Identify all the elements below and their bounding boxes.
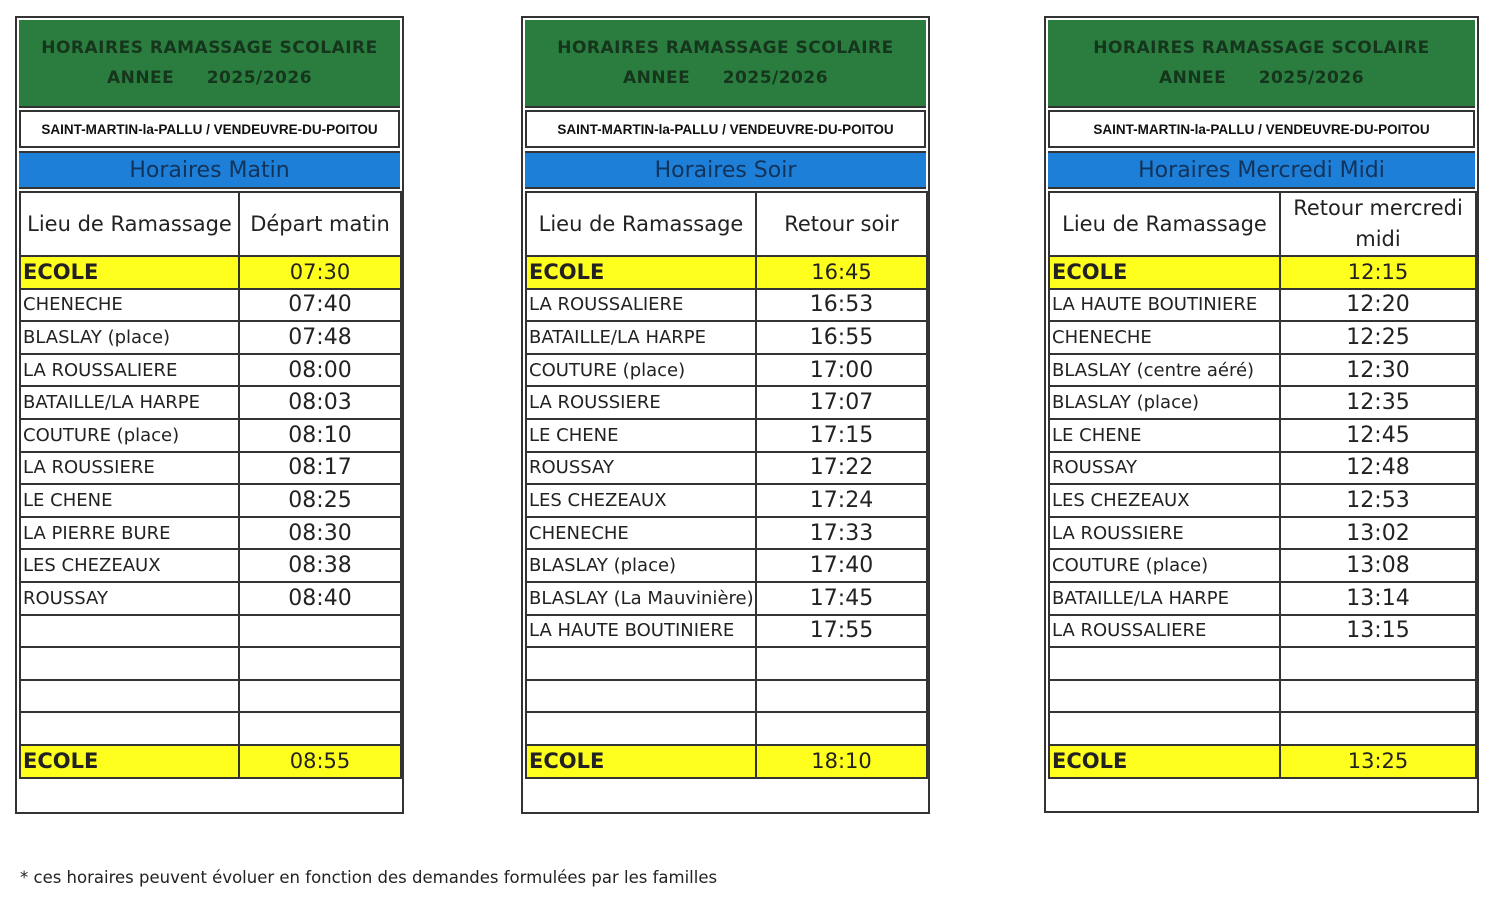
stop-time: 08:00	[239, 354, 401, 387]
header-year-line	[1159, 63, 1364, 93]
table-row	[20, 712, 401, 745]
table-row	[526, 745, 927, 778]
stop-name: LE CHENE	[20, 484, 239, 517]
stop-name: ECOLE	[1049, 256, 1280, 289]
column-header-place: Lieu de Ramassage	[20, 192, 239, 256]
stop-time: 17:00	[756, 354, 927, 387]
stop-name: BLASLAY (place)	[526, 549, 756, 582]
stop-name: COUTURE (place)	[1049, 549, 1280, 582]
table-row	[20, 680, 401, 713]
stop-name: COUTURE (place)	[20, 419, 239, 452]
stop-time: 13:15	[1280, 615, 1476, 648]
stop-time: 17:55	[756, 615, 927, 648]
table-row	[20, 354, 401, 387]
schedule-table	[19, 191, 402, 779]
section-title: Horaires Mercredi Midi	[1048, 151, 1475, 189]
stop-name: ECOLE	[20, 256, 239, 289]
schedule-header	[525, 20, 926, 108]
stop-name	[1049, 712, 1280, 745]
stop-name: LA ROUSSIERE	[526, 386, 756, 419]
schedule-panel-mercredi	[1044, 16, 1479, 813]
table-row	[526, 712, 927, 745]
table-row	[526, 484, 927, 517]
table-row	[20, 484, 401, 517]
column-header-time: Retour mercredi midi	[1280, 192, 1476, 256]
table-row	[526, 517, 927, 550]
table-row	[1049, 582, 1476, 615]
stop-time: 12:15	[1280, 256, 1476, 289]
table-row	[1049, 484, 1476, 517]
stop-name: ROUSSAY	[526, 452, 756, 485]
footnote: * ces horaires peuvent évoluer en fonction des demandes formulées par les familles	[20, 868, 718, 887]
table-row	[20, 549, 401, 582]
stop-name: LA ROUSSALIERE	[1049, 615, 1280, 648]
stop-name: ROUSSAY	[1049, 452, 1280, 485]
annee-label: ANNEE	[622, 68, 691, 88]
column-header-place: Lieu de Ramassage	[1049, 192, 1280, 256]
stop-name	[20, 615, 239, 648]
stop-time: 08:55	[239, 745, 401, 778]
table-row	[526, 452, 927, 485]
table-row	[1049, 647, 1476, 680]
stop-time: 12:20	[1280, 289, 1476, 322]
stop-time: 13:14	[1280, 582, 1476, 615]
stop-time: 17:22	[756, 452, 927, 485]
table-row	[1049, 517, 1476, 550]
stop-time	[756, 647, 927, 680]
schedule-panel-soir	[521, 16, 930, 814]
annee-label: ANNEE	[1158, 68, 1227, 88]
table-row	[526, 354, 927, 387]
stop-time	[239, 647, 401, 680]
stop-name: BATAILLE/LA HARPE	[1049, 582, 1280, 615]
table-row	[1049, 452, 1476, 485]
stop-name: BLASLAY (centre aéré)	[1049, 354, 1280, 387]
table-row	[526, 386, 927, 419]
table-row	[20, 517, 401, 550]
column-header-time: Retour soir	[756, 192, 927, 256]
stop-name: BLASLAY (place)	[20, 321, 239, 354]
table-row	[1049, 680, 1476, 713]
table-row	[1049, 615, 1476, 648]
stop-name: BATAILLE/LA HARPE	[526, 321, 756, 354]
stop-name: LA ROUSSIERE	[20, 452, 239, 485]
stop-name	[1049, 680, 1280, 713]
column-header-time: Départ matin	[239, 192, 401, 256]
table-row	[20, 452, 401, 485]
table-row	[20, 745, 401, 778]
table-row	[526, 615, 927, 648]
table-row	[20, 289, 401, 322]
section-title: Horaires Matin	[19, 151, 400, 189]
stop-time: 12:48	[1280, 452, 1476, 485]
stop-name: CHENECHE	[20, 289, 239, 322]
table-row	[1049, 321, 1476, 354]
stop-name: CHENECHE	[526, 517, 756, 550]
route-label: SAINT-MARTIN-la-PALLU / VENDEUVRE-DU-POITOU	[1048, 110, 1475, 148]
table-row	[1049, 386, 1476, 419]
table-row	[526, 419, 927, 452]
stop-name: CHENECHE	[1049, 321, 1280, 354]
stop-time: 17:40	[756, 549, 927, 582]
stop-time	[239, 712, 401, 745]
stop-name: BATAILLE/LA HARPE	[20, 386, 239, 419]
stop-time: 17:07	[756, 386, 927, 419]
stop-name: LES CHEZEAUX	[20, 549, 239, 582]
stop-time: 12:25	[1280, 321, 1476, 354]
stop-time	[1280, 712, 1476, 745]
stop-time: 08:03	[239, 386, 401, 419]
column-header-place: Lieu de Ramassage	[526, 192, 756, 256]
stop-time: 07:40	[239, 289, 401, 322]
schedule-table	[1048, 191, 1477, 779]
stop-time	[239, 615, 401, 648]
header-title: HORAIRES RAMASSAGE SCOLAIRE	[1093, 38, 1430, 58]
schedule-header	[19, 20, 400, 108]
stop-name: ECOLE	[20, 745, 239, 778]
stop-name: LA ROUSSALIERE	[20, 354, 239, 387]
route-label: SAINT-MARTIN-la-PALLU / VENDEUVRE-DU-POITOU	[525, 110, 926, 148]
stop-name: LE CHENE	[1049, 419, 1280, 452]
stop-time: 08:10	[239, 419, 401, 452]
stop-name: LA HAUTE BOUTINIERE	[1049, 289, 1280, 322]
table-row	[526, 256, 927, 289]
stop-time: 17:24	[756, 484, 927, 517]
table-row	[526, 549, 927, 582]
table-row	[1049, 712, 1476, 745]
stop-time: 13:25	[1280, 745, 1476, 778]
stop-time: 17:15	[756, 419, 927, 452]
table-row	[20, 419, 401, 452]
stop-time: 12:53	[1280, 484, 1476, 517]
table-row	[20, 321, 401, 354]
annee-value: 2025/2026	[722, 68, 829, 88]
stop-time: 08:17	[239, 452, 401, 485]
schedule-table	[525, 191, 928, 779]
stop-name: LES CHEZEAUX	[1049, 484, 1280, 517]
stop-time: 13:08	[1280, 549, 1476, 582]
stop-time: 08:25	[239, 484, 401, 517]
stop-time: 18:10	[756, 745, 927, 778]
stop-name: LE CHENE	[526, 419, 756, 452]
table-row	[1049, 549, 1476, 582]
table-row	[526, 289, 927, 322]
stop-name	[526, 647, 756, 680]
stop-name	[20, 712, 239, 745]
header-title: HORAIRES RAMASSAGE SCOLAIRE	[557, 38, 894, 58]
stop-time: 07:30	[239, 256, 401, 289]
stop-name: LA ROUSSIERE	[1049, 517, 1280, 550]
schedule-header	[1048, 20, 1475, 108]
stop-time	[756, 712, 927, 745]
table-row	[1049, 289, 1476, 322]
stop-name: ECOLE	[1049, 745, 1280, 778]
stop-time: 13:02	[1280, 517, 1476, 550]
table-row	[526, 647, 927, 680]
table-row	[20, 256, 401, 289]
table-row	[1049, 745, 1476, 778]
stop-name	[526, 712, 756, 745]
stop-time: 17:45	[756, 582, 927, 615]
stop-time: 12:45	[1280, 419, 1476, 452]
stop-time	[1280, 647, 1476, 680]
stop-time	[1280, 680, 1476, 713]
stop-name: BLASLAY (La Mauvinière)	[526, 582, 756, 615]
section-title: Horaires Soir	[525, 151, 926, 189]
annee-value: 2025/2026	[206, 68, 313, 88]
stop-name: ECOLE	[526, 256, 756, 289]
stop-time: 17:33	[756, 517, 927, 550]
table-row	[526, 680, 927, 713]
stop-name: LA ROUSSALIERE	[526, 289, 756, 322]
header-year-line	[623, 63, 828, 93]
stop-name: LA HAUTE BOUTINIERE	[526, 615, 756, 648]
route-label: SAINT-MARTIN-la-PALLU / VENDEUVRE-DU-POITOU	[19, 110, 400, 148]
stop-time: 07:48	[239, 321, 401, 354]
stop-time: 16:53	[756, 289, 927, 322]
table-row	[1049, 419, 1476, 452]
annee-value: 2025/2026	[1258, 68, 1365, 88]
stop-time: 08:38	[239, 549, 401, 582]
table-row	[526, 582, 927, 615]
stop-name	[1049, 647, 1280, 680]
schedule-panel-matin	[15, 16, 404, 814]
stop-time: 08:30	[239, 517, 401, 550]
stop-name	[526, 680, 756, 713]
header-title: HORAIRES RAMASSAGE SCOLAIRE	[41, 38, 378, 58]
table-row	[526, 321, 927, 354]
table-header-row	[20, 192, 401, 256]
header-year-line	[107, 63, 312, 93]
table-row	[20, 615, 401, 648]
stop-time: 08:40	[239, 582, 401, 615]
table-row	[1049, 256, 1476, 289]
table-row	[20, 386, 401, 419]
stop-name: COUTURE (place)	[526, 354, 756, 387]
stop-name	[20, 680, 239, 713]
stop-name	[20, 647, 239, 680]
stop-name: ECOLE	[526, 745, 756, 778]
stop-time: 12:35	[1280, 386, 1476, 419]
stop-name: ROUSSAY	[20, 582, 239, 615]
stop-name: LA PIERRE BURE	[20, 517, 239, 550]
stop-name: LES CHEZEAUX	[526, 484, 756, 517]
stop-time: 12:30	[1280, 354, 1476, 387]
stop-name: BLASLAY (place)	[1049, 386, 1280, 419]
stop-time	[239, 680, 401, 713]
stop-time: 16:45	[756, 256, 927, 289]
stop-time	[756, 680, 927, 713]
table-header-row	[1049, 192, 1476, 256]
table-row	[20, 582, 401, 615]
table-row	[1049, 354, 1476, 387]
stop-time: 16:55	[756, 321, 927, 354]
annee-label: ANNEE	[106, 68, 175, 88]
table-header-row	[526, 192, 927, 256]
table-row	[20, 647, 401, 680]
